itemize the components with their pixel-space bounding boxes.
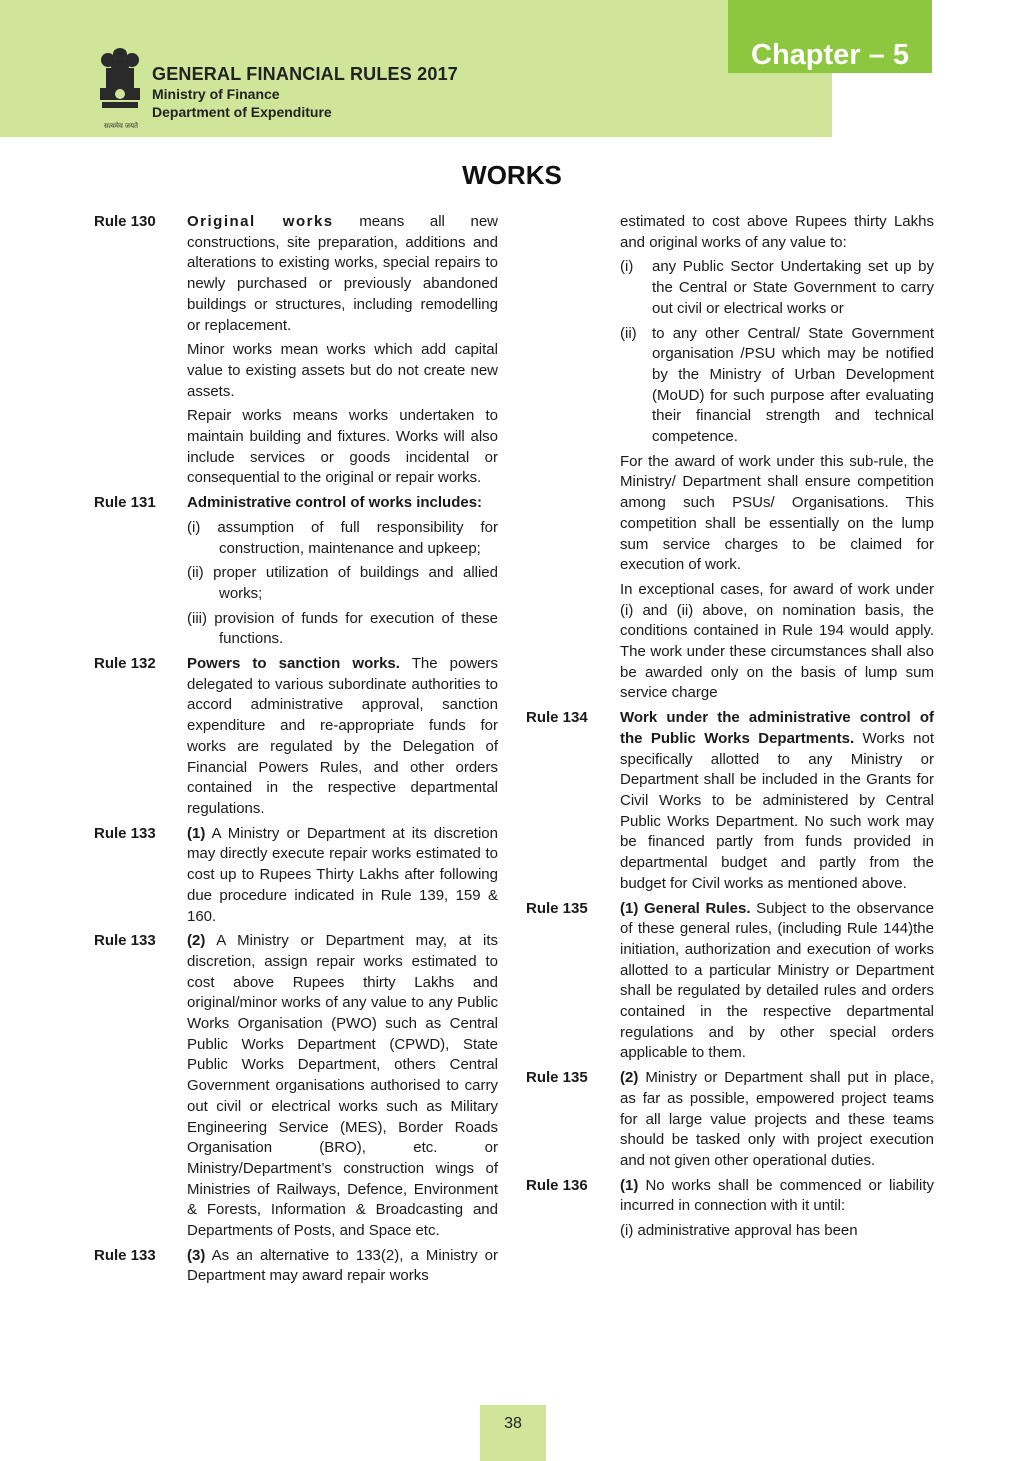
header-department: Department of Expenditure	[152, 104, 332, 120]
rule-paragraph: Repair works means works undertaken to maintain building and fixtures. Works will also include services or goods incidental or consequential to the original or repair works.	[187, 407, 498, 487]
right-column	[526, 212, 934, 1246]
national-emblem-icon	[92, 44, 148, 134]
rule-number: Rule 133	[94, 1246, 156, 1264]
rule-number: Rule 133	[94, 824, 156, 842]
rule-number: Rule 135	[526, 1069, 588, 1087]
rule-heading-text: Administrative control of works includes:	[187, 494, 483, 512]
rule-paragraph	[620, 708, 934, 894]
rule-paragraph	[187, 824, 498, 928]
rule-subnumber: (3)	[187, 1246, 206, 1264]
rule-133-2	[94, 931, 498, 1242]
rule-number: Rule 131	[94, 494, 156, 512]
rule-heading: Original works	[187, 213, 334, 230]
chapter-label: Chapter – 5	[751, 39, 909, 71]
rule-subnumber: (2)	[620, 1069, 639, 1087]
rule-text: means all new constructions, site preparation, additions and alterations to existing works, special repairs to newly purchased or previously abandoned buildings or structures, including remodelling or replacement.	[187, 213, 498, 334]
rule-paragraph	[187, 1246, 498, 1287]
rule-text: The powers delegated to various subordinate authorities to accord administrative approval, sanction expenditure and re-appropriate funds for works are regulated by the Delegation of Financial Powers Rules, and other orders contained in the respective departmental regulations.	[187, 655, 499, 817]
rule-paragraph	[187, 931, 498, 1242]
rule-131	[94, 493, 498, 650]
rule-text: Works not specifically allotted to any Ministry or Department shall be included in the Grants for Civil Works to be administered by Central Public Works Department. No such work may be financed partly from funds provided in departmental budget and partly from the budget for Civil works as mentioned above.	[620, 729, 934, 892]
rule-text: No works shall be commenced or liability incurred in connection with it until:	[620, 1176, 934, 1215]
rule-heading: Work under the administrative control of the Public Works Departments.	[620, 709, 934, 747]
rule-text: A Ministry or Department may, at its discretion, assign repair works estimated to cost above Rupees thirty Lakhs and original/minor works of any value to any Public Works Organisation (PWO) such as Central Public Works Department (CPWD), State Public Works Department, others Central Government organisations authorised to carry out civil or electrical works such as Military Engineering Service (MES), Border Roads Organisation (BRO), etc. or Ministry/Department’s construction wings of Ministries of Railways, Defence, Environment & Forests, Information & Broadcasting and Departments of Posts, and Space etc.	[187, 932, 498, 1240]
rule-paragraph	[187, 654, 498, 820]
page-title: WORKS	[462, 160, 562, 190]
rule-number: Rule 133	[94, 932, 156, 950]
list-item: (iii) provision of funds for execution of these functions.	[187, 609, 498, 648]
rule-133-continuation	[620, 212, 934, 704]
rule-paragraph	[187, 212, 498, 336]
rule-paragraph: In exceptional cases, for award of work under (i) and (ii) above, on nomination basis, the conditions contained in Rule 194 would apply. The work under these circumstances shall also be awarded only on the basis of lump sum service charge	[620, 580, 934, 702]
header-ministry: Ministry of Finance	[152, 86, 280, 102]
rule-paragraph: estimated to cost above Rupees thirty Lakhs and original works of any value to:	[620, 213, 934, 251]
rule-133-1	[94, 824, 498, 928]
rule-number: Rule 136	[526, 1176, 588, 1194]
rule-135-2	[526, 1068, 934, 1172]
rule-130	[94, 212, 498, 489]
list-item: (i) assumption of full responsibility for construction, maintenance and upkeep;	[187, 518, 498, 557]
rule-paragraph	[620, 899, 934, 1065]
rule-heading	[187, 493, 498, 514]
list-item: (ii) proper utilization of buildings and allied works;	[187, 564, 498, 602]
left-column	[94, 212, 498, 1291]
rule-heading: Powers to sanction works.	[187, 655, 400, 673]
rule-text: Subject to the observance of these general rules, (including Rule 144)the initiation, authorization and execution of works allotted to a particular Ministry or Department shall be regulated by detailed rules and orders contained in the respective departmental regulations and by other special orders applicable to them.	[620, 899, 934, 1062]
rule-subnumber: (1)	[187, 824, 206, 842]
page-number: 38	[480, 1405, 546, 1461]
rule-subnumber: (1)	[620, 1176, 639, 1194]
list-item-text: any Public Sector Undertaking set up by the Central or State Government to carry out civil or electrical works or	[652, 258, 934, 317]
rule-136	[526, 1176, 934, 1242]
rule-132	[94, 654, 498, 820]
rule-heading: (1) General Rules.	[620, 899, 751, 917]
rule-text: Ministry or Department shall put in place, as far as possible, empowered project teams for all large value projects and these teams should be tasked only with project execution and not given other operational duties.	[620, 1069, 934, 1169]
list-item-number: (ii)	[620, 324, 637, 342]
rule-133-3	[94, 1246, 498, 1287]
rule-text: As an alternative to 133(2), a Ministry or Department may award repair works	[187, 1246, 498, 1285]
rule-subnumber: (2)	[187, 932, 206, 950]
list-item: (i) administrative approval has been	[620, 1222, 858, 1240]
rule-number: Rule 132	[94, 655, 156, 673]
rule-paragraph	[620, 1176, 934, 1217]
list-item	[620, 324, 934, 448]
rule-number: Rule 130	[94, 213, 156, 230]
rule-number: Rule 134	[526, 709, 588, 727]
chapter-tab	[728, 0, 932, 73]
list-item-text: to any other Central/ State Government organisation /PSU which may be notified by the Ministry of Urban Development (MoUD) for such purpose after evaluating their financial strength and technical competence.	[652, 324, 934, 446]
rule-134	[526, 708, 934, 894]
list-item	[620, 257, 934, 319]
header-title: GENERAL FINANCIAL RULES 2017	[152, 64, 458, 84]
rule-text: A Ministry or Department at its discretion may directly execute repair works estimated to cost up to Rupees Thirty Lakhs after following due procedure indicated in Rule 139, 159 & 160.	[187, 824, 498, 925]
rule-paragraph: Minor works mean works which add capital value to existing assets but do not create new assets.	[187, 341, 498, 400]
emblem-motto: सत्यमेव जयते	[103, 123, 139, 130]
rule-number: Rule 135	[526, 899, 588, 917]
rule-135-1	[526, 899, 934, 1065]
list-item-number: (i)	[620, 258, 634, 276]
rule-paragraph: For the award of work under this sub-rule, the Ministry/ Department shall ensure competition among such PSUs/ Organisations. This competition shall be essentially on the lump sum service charges to be claimed for execution of work.	[620, 452, 934, 574]
rule-paragraph	[620, 1068, 934, 1172]
